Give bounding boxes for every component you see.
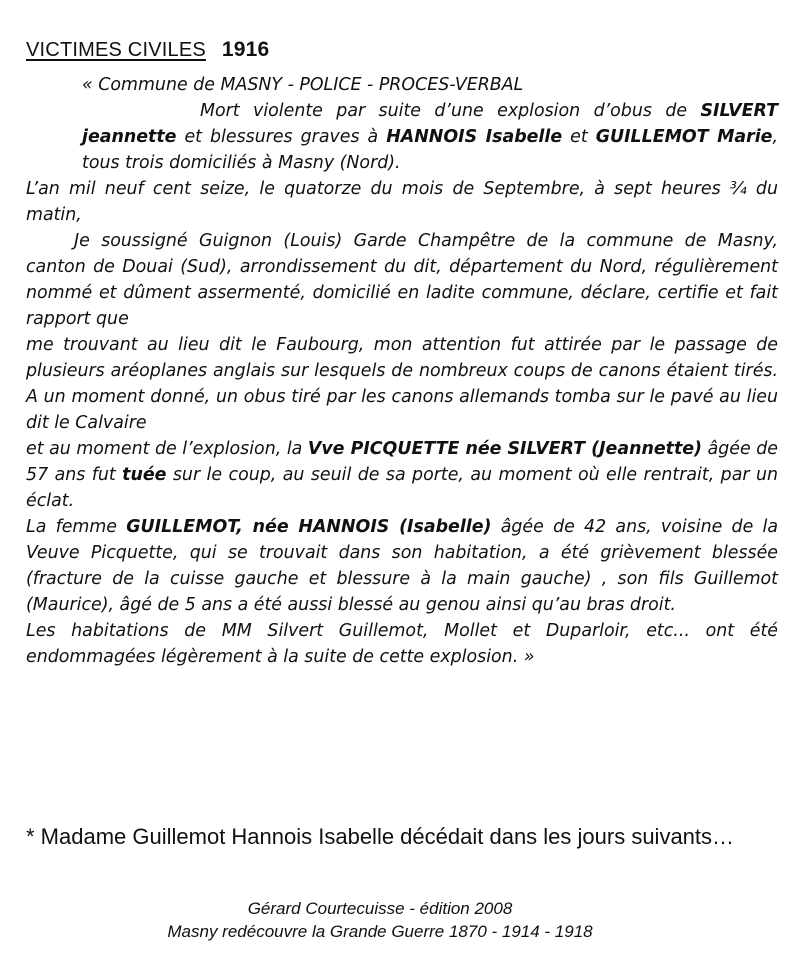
emphasized-text: SILVERT jeannette — [82, 101, 778, 147]
text-segment: âgée de 57 ans fut — [26, 439, 778, 485]
text-segment: et blessures graves à — [176, 127, 387, 147]
text-segment: âgée de 42 ans, voisine de la Veuve Picquette, qui se trouvait dans son habitation, a été grièvement blessée (fracture de la cuisse gauche et blessure à la main gauche) , son fils Guillemot (Maurice), âgé de 5 ans a été aussi blessé au genou ainsi qu’au bras droit. — [26, 517, 779, 615]
explosion-paragraph — [26, 436, 778, 514]
heading-year: 1916 — [221, 38, 270, 61]
emphasized-text: HANNOIS Isabelle — [386, 127, 563, 147]
emphasized-text: GUILLEMOT Marie — [595, 127, 773, 147]
emphasized-text: tuée — [122, 465, 167, 485]
proces-verbal-body — [26, 72, 778, 670]
date-paragraph: L’an mil neuf cent seize, le quatorze du mois de Septembre, à sept heures ¾ du matin, — [26, 179, 778, 225]
credits-author: Gérard Courtecuisse - édition 2008 — [247, 899, 513, 918]
emphasized-text: Vve PICQUETTE née SILVERT (Jeannette) — [307, 439, 702, 459]
text-segment: sur le coup, au seuil de sa porte, au moment où elle rentrait, par un éclat. — [26, 465, 778, 511]
heading-title: VICTIMES CIVILES — [26, 39, 206, 61]
page-heading — [26, 38, 269, 62]
text-segment: La femme — [26, 517, 127, 537]
footnote: * Madame Guillemot Hannois Isabelle décédait dans les jours suivants… — [26, 824, 735, 849]
text-segment: et au moment de l’explosion, la — [26, 439, 308, 459]
emphasized-text: GUILLEMOT, née HANNOIS (Isabelle) — [126, 517, 492, 537]
summary-paragraph — [26, 98, 778, 176]
document-header-line: « Commune de MASNY - POLICE - PROCES-VERBAL — [82, 75, 524, 95]
damage-paragraph: Les habitations de MM Silvert Guillemot, Mollet et Duparloir, etc... ont été endommagées légèrement à la suite de cette explosion. » — [26, 621, 778, 667]
declaration-paragraph: Je soussigné Guignon (Louis) Garde Champêtre de la commune de Masny, canton de Douai (Sud), arrondissement du dit, département du Nord, régulièrement nommé et dûment assermenté, domicilié en ladite commune, déclare, certifie et fait rapport que — [26, 231, 778, 329]
credits-book-title: Masny redécouvre la Grande Guerre 1870 - 1914 - 1918 — [167, 922, 593, 941]
text-segment: et — [562, 127, 596, 147]
text-segment: , tous trois domiciliés à Masny (Nord). — [82, 127, 778, 173]
observation-paragraph: me trouvant au lieu dit le Faubourg, mon attention fut attirée par le passage de plusieurs aréoplanes anglais sur lesquels de nombreux coups de canons étaient tirés. A un moment donné, un obus tiré par les canons allemands tomba sur le pavé au lieu dit le Calvaire — [26, 335, 778, 433]
injured-paragraph — [26, 514, 778, 618]
text-segment: Mort violente par suite d’une explosion d’obus de — [200, 101, 701, 121]
credits — [0, 897, 760, 943]
